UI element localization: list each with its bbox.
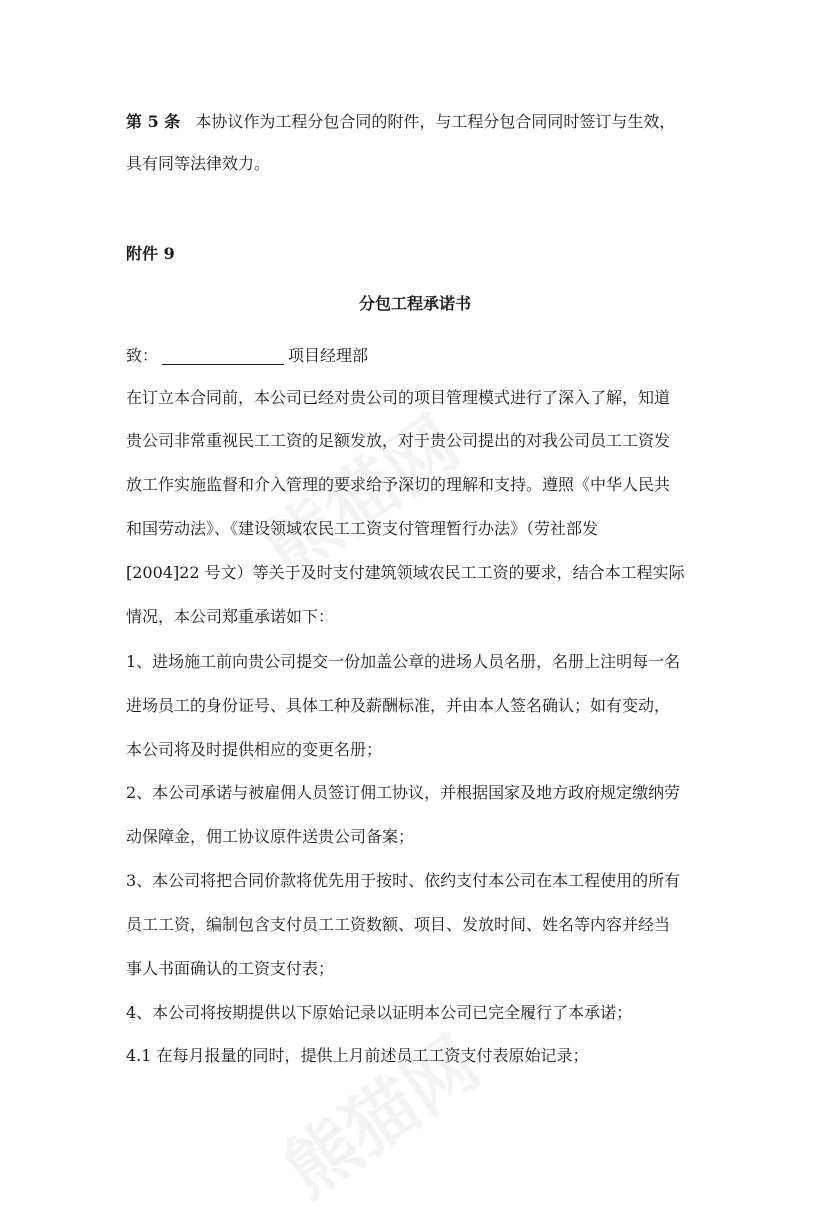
item-1-line: 本公司将及时提供相应的变更名册；: [126, 740, 383, 759]
document-title: 分包工程承诺书: [358, 294, 471, 313]
intro-line: 情况，本公司郑重承诺如下：: [126, 607, 335, 626]
intro-line: 放工作实施监督和介入管理的要求给予深切的理解和支持。遵照《中华人民共: [126, 475, 671, 494]
watermark: [260, 1007, 497, 1216]
item-2-line: 2、本公司承诺与被雇佣人员签订佣工协议，并根据国家及地方政府规定缴纳劳: [126, 783, 681, 802]
intro-line: 贵公司非常重视民工工资的足额发放，对于贵公司提出的对我公司员工工资发: [126, 431, 671, 450]
addressee-prefix: 致：: [126, 346, 159, 365]
intro-line: 和国劳动法》、《建设领域农民工工资支付管理暂行办法》（劳社部发: [126, 519, 599, 538]
intro-line: [2004]22 号文）等关于及时支付建筑领域农民工工资的要求，结合本工程实际: [126, 563, 685, 582]
addressee-suffix: 项目经理部: [288, 346, 369, 365]
addressee-line: [126, 346, 368, 366]
article-5-line-2: 具有同等法律效力。: [126, 154, 271, 173]
annex-label: 附件 9: [126, 244, 175, 263]
item-4-1-line: 4.1 在每月报量的同时，提供上月前述员工工资支付表原始记录；: [126, 1046, 589, 1065]
article-5-text: 本协议作为工程分包合同的附件，与工程分包合同同时签订与生效，: [195, 112, 676, 131]
article-5-line-1: [126, 112, 675, 132]
item-1-line: 1、进场施工前向贵公司提交一份加盖公章的进场人员名册，名册上注明每一名: [126, 652, 681, 671]
item-1-line: 进场员工的身份证号、具体工种及薪酬标准，并由本人签名确认；如有变动，: [126, 696, 671, 715]
addressee-blank: [162, 348, 284, 365]
article-5-label: 第 5 条: [126, 112, 181, 131]
intro-line: 在订立本合同前，本公司已经对贵公司的项目管理模式进行了深入了解，知道: [126, 388, 671, 407]
item-4-line: 4、本公司将按期提供以下原始记录以证明本公司已完全履行了本承诺；: [126, 1003, 633, 1022]
item-2-line: 动保障金，佣工协议原件送贵公司备案；: [126, 827, 415, 846]
item-3-line: 事人书面确认的工资支付表；: [126, 959, 335, 978]
item-3-line: 员工工资，编制包含支付员工工资数额、项目、发放时间、姓名等内容并经当: [126, 915, 671, 934]
item-3-line: 3、本公司将把合同价款将优先用于按时、依约支付本公司在本工程使用的所有: [126, 871, 681, 890]
